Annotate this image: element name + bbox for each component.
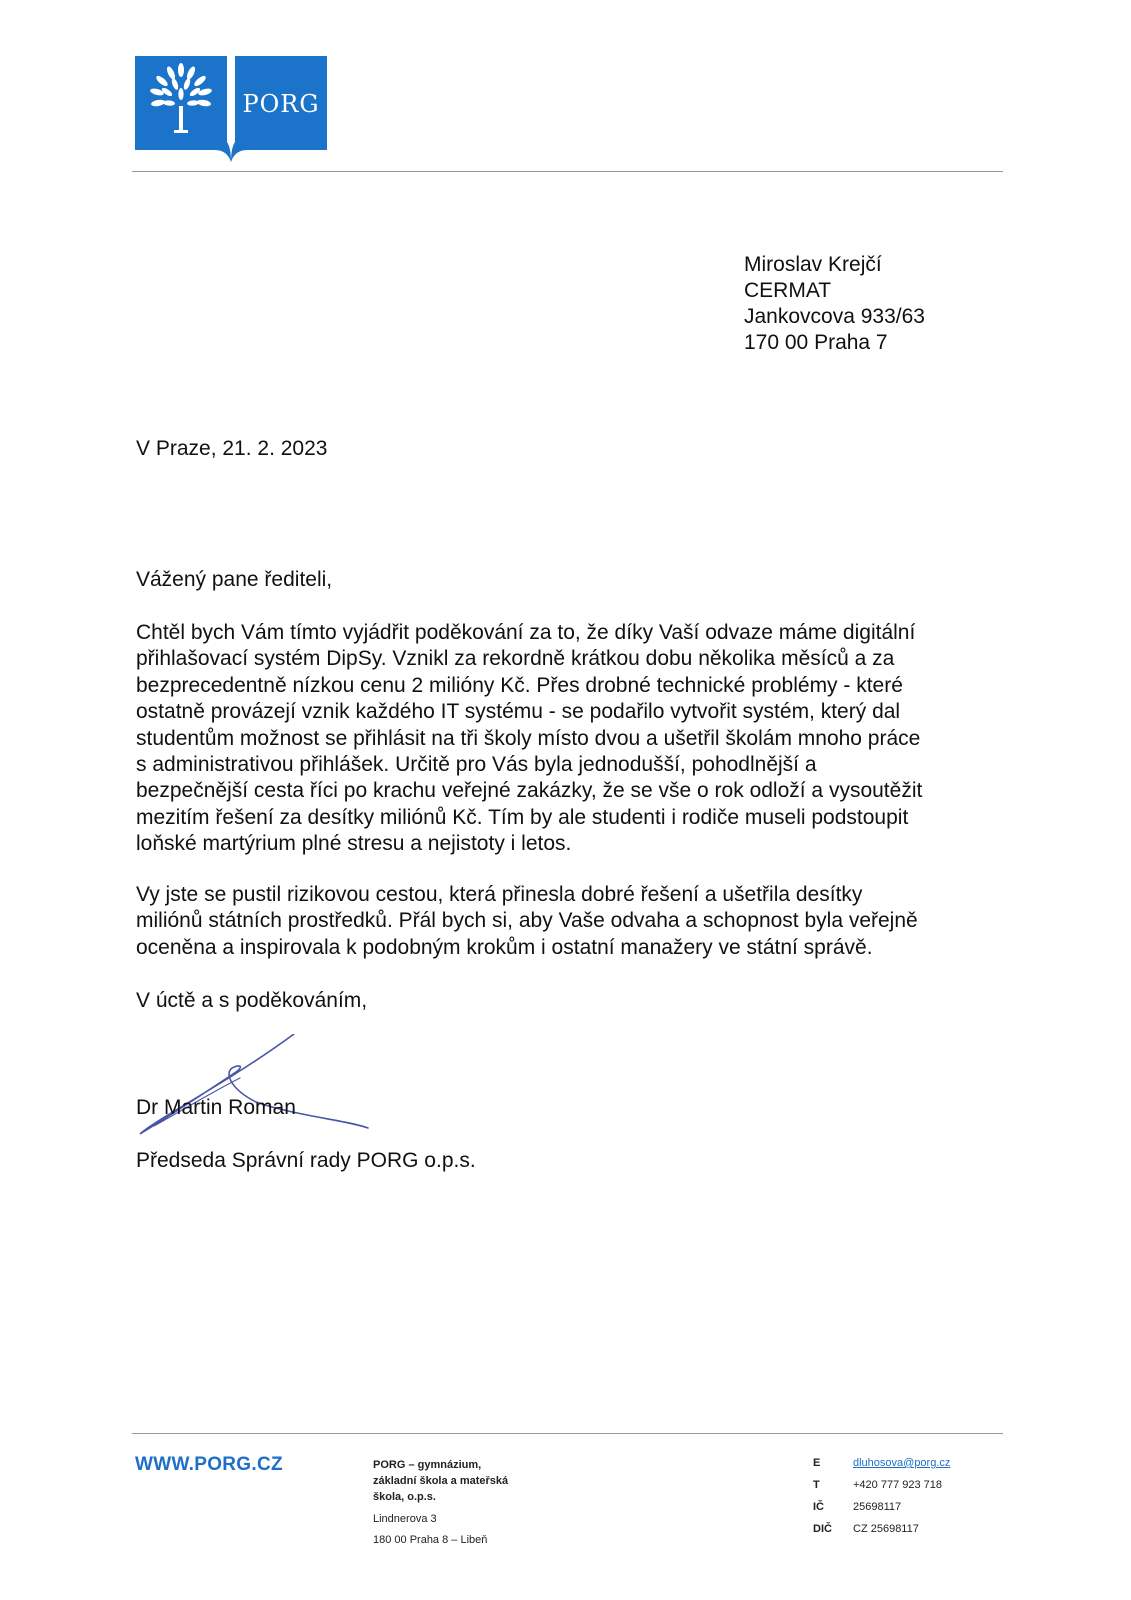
- footer-address-line: PORG – gymnázium,: [373, 1459, 482, 1471]
- contact-label: E: [813, 1457, 821, 1469]
- company-id: 25698117: [853, 1501, 902, 1513]
- header-divider: [132, 171, 1003, 172]
- paragraph-line: miliónů státních prostředků. Přál bych si, aby Vaše odvaha a schopnost byla veřejně: [136, 909, 918, 933]
- paragraph-line: přihlašovací systém DipSy. Vznikl za rekordně krátkou dobu několika měsíců a za: [136, 647, 895, 671]
- handwritten-signature: [136, 1034, 386, 1144]
- phone-number: +420 777 923 718: [853, 1479, 943, 1491]
- paragraph-line: ostatně provázejí vznik každého IT systému - se podařilo vytvořit systém, který dal: [136, 700, 901, 724]
- paragraph-2: [136, 882, 1016, 961]
- contact-label: T: [813, 1479, 820, 1491]
- signer-name: Dr Martin Roman: [136, 1096, 296, 1119]
- contact-row-email: [813, 1457, 950, 1479]
- footer-address: [373, 1457, 508, 1548]
- footer-address-line: základní škola a mateřská: [373, 1475, 509, 1487]
- paragraph-line: mezitím řešení za desítky miliónů Kč. Tím by ale studenti i rodiče museli podstoupit: [136, 805, 909, 829]
- signer-title: Předseda Správní rady PORG o.p.s.: [136, 1149, 476, 1172]
- contact-label: IČ: [813, 1501, 824, 1513]
- recipient-organization: CERMAT: [744, 279, 832, 302]
- porg-logo: [135, 56, 327, 162]
- paragraph-line: oceněna a inspirovala k podobným krokům i ostatní manažery ve státní správě.: [136, 935, 873, 959]
- contact-row-dic: [813, 1523, 950, 1545]
- closing-phrase: V úctě a s poděkováním,: [136, 989, 368, 1012]
- contact-row-ic: [813, 1501, 950, 1523]
- paragraph-line: s administrativou přihlášek. Určitě pro Vás byla jednodušší, pohodlnější a: [136, 753, 817, 777]
- footer-divider: [132, 1433, 1003, 1434]
- footer-street: Lindnerova 3: [373, 1513, 437, 1525]
- paragraph-line: studentům možnost se přihlásit na tři školy místo dvou a ušetřil školám mnoho práce: [136, 726, 921, 750]
- footer-website-link[interactable]: WWW.PORG.CZ: [135, 1454, 283, 1475]
- paragraph-line: bezprecedentně nízkou cenu 2 milióny Kč. Přes drobné technické problémy - které: [136, 673, 903, 697]
- recipient-street: Jankovcova 933/63: [744, 305, 925, 328]
- contact-label: DIČ: [813, 1523, 832, 1535]
- paragraph-line: loňské martýrium plné stresu a nejistoty i letos.: [136, 832, 572, 856]
- svg-text:PORG: PORG: [242, 90, 320, 118]
- recipient-city: 170 00 Praha 7: [744, 331, 888, 354]
- paragraph-line: Chtěl bych Vám tímto vyjádřit poděkování za to, že díky Vaší odvaze máme digitální: [136, 621, 916, 644]
- paragraph-line: bezpečnější cesta říci po krachu veřejné zakázky, že se vše o rok odloží a vysoutěžit: [136, 779, 923, 803]
- footer-contacts: [813, 1457, 950, 1545]
- vat-id: CZ 25698117: [853, 1523, 919, 1535]
- footer-city: 180 00 Praha 8 – Libeň: [373, 1534, 488, 1546]
- footer-address-line: škola, o.p.s.: [373, 1491, 436, 1503]
- letter-date: V Praze, 21. 2. 2023: [136, 437, 328, 460]
- salutation: Vážený pane řediteli,: [136, 568, 333, 591]
- recipient-name: Miroslav Krejčí: [744, 253, 882, 276]
- recipient-address: [744, 252, 925, 356]
- contact-row-phone: [813, 1479, 950, 1501]
- email-link[interactable]: dluhosova@porg.cz: [853, 1457, 951, 1469]
- paragraph-line: Vy jste se pustil rizikovou cestou, která přinesla dobré řešení a ušetřila desítky: [136, 883, 863, 906]
- paragraph-1: [136, 620, 1016, 858]
